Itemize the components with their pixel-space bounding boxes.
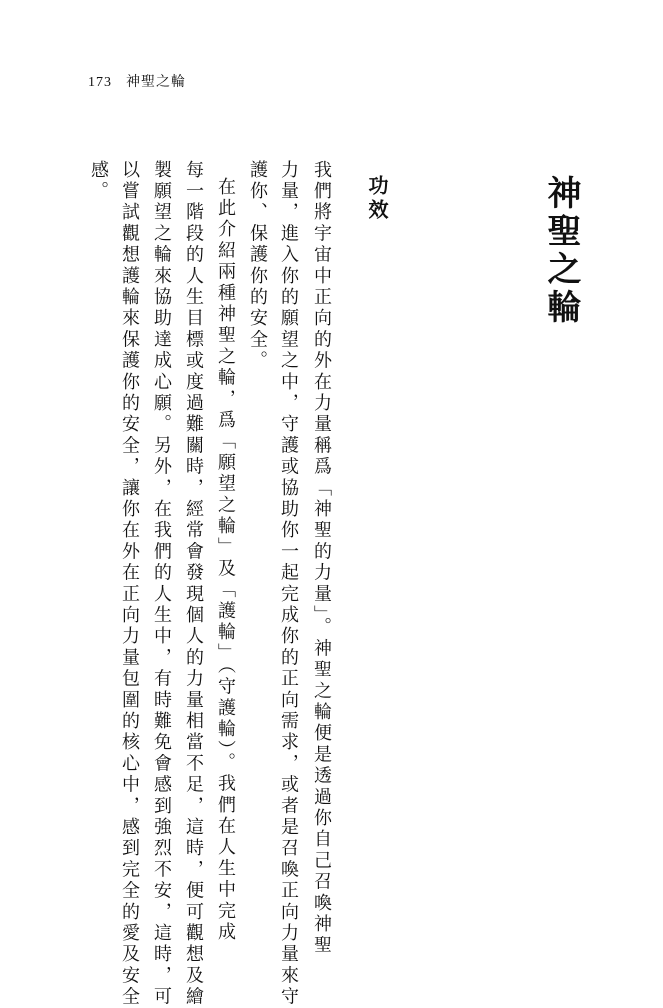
running-header [88, 71, 186, 91]
body-line-7: 以嘗試觀想護輪來保護你的安全，讓你在外在正向力量包圍的核心中，感到完全的愛及安全 [119, 160, 140, 1008]
body-line-2: 力量，進入你的願望之中，守護或協助你一起完成你的正向需求，或者是召喚正向力量來守 [278, 160, 299, 1008]
body-line-4: 在此介紹兩種神聖之輪，爲「願望之輪」及「護輪」（守護輪）。我們在人生中完成 [215, 177, 236, 944]
body-line-1: 我們將宇宙中正向的外在力量稱爲「神聖的力量」。神聖之輪便是透過你自己召喚神聖 [311, 160, 332, 957]
body-line-8: 感。 [88, 160, 109, 203]
running-title: 神聖之輪 [126, 74, 186, 90]
chapter-title: 神聖之輪 [541, 175, 581, 327]
body-line-5: 每一階段的人生目標或度過難關時，經常會發現個人的力量相當不足，這時，便可觀想及繪 [183, 160, 204, 1008]
body-line-3: 護你、保護你的安全。 [247, 160, 268, 372]
page-number: 173 [88, 75, 112, 90]
section-heading: 功效 [365, 175, 389, 223]
body-line-6: 製願望之輪來協助達成心願。另外，在我們的人生中，有時難免會感到強烈不安，這時，可 [151, 160, 172, 1008]
